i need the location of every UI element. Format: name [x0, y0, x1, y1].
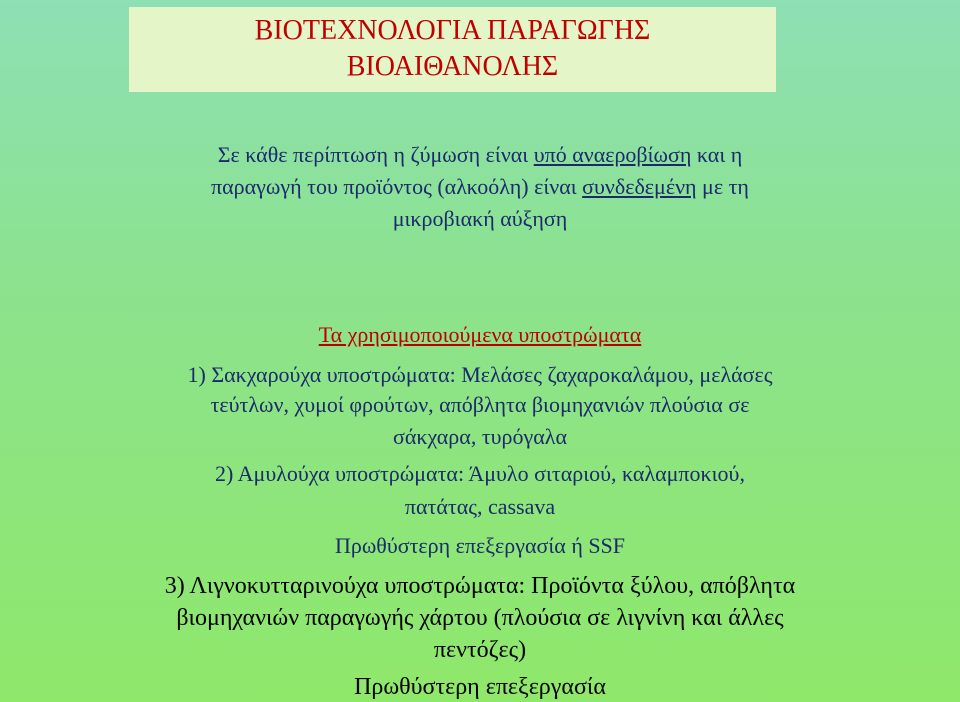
intro-text: με τη [696, 174, 749, 199]
substrate-2-line-2: πατάτας, cassava [404, 494, 556, 519]
intro-line-2 [0, 174, 960, 200]
substrate-3-line-3: πεντόζες) [433, 637, 527, 663]
title-box [129, 7, 776, 92]
substrate-1-line-2: τεύτλων, χυμοί φρούτων, απόβλητα βιομηχανιών πλούσια σε [210, 392, 750, 417]
intro-underlined-term: υπό αναεροβίωση [533, 142, 692, 167]
substrate-3-line-2: βιομηχανιών παραγωγής χάρτου (πλούσια σε λιγνίνη και άλλες [176, 605, 784, 631]
substrate-3-line-1: 3) Λιγνοκυτταρινούχα υποστρώματα: Προϊόντα ξύλου, απόβλητα [164, 573, 796, 599]
substrate-3-note: Πρωθύστερη επεξεργασία [354, 674, 606, 700]
intro-line-3: μικροβιακή αύξηση [392, 206, 568, 231]
substrate-2-note: Πρωθύστερη επεξεργασία ή SSF [334, 533, 626, 558]
title-line-2: ΒΙΟΑΙΘΑΝΟΛΗΣ [346, 51, 559, 82]
intro-line-1 [0, 142, 960, 168]
substrate-1-line-1: 1) Σακχαρούχα υποστρώματα: Μελάσες ζαχαροκαλάμου, μελάσες [187, 362, 773, 387]
intro-text: Σε κάθε περίπτωση η ζύμωση είναι [217, 142, 534, 167]
intro-text: παραγωγή του προϊόντος (αλκοόλη) είναι [211, 174, 583, 199]
substrates-heading: Τα χρησιμοποιούμενα υποστρώματα [318, 322, 642, 347]
substrate-1-line-3: σάκχαρα, τυρόγαλα [393, 424, 567, 449]
title-line-1: ΒΙΟΤΕΧΝΟΛΟΓΙΑ ΠΑΡΑΓΩΓΗΣ [254, 15, 651, 46]
intro-underlined-term: συνδεδεμένη [582, 174, 697, 199]
substrate-2-line-1: 2) Αμυλούχα υποστρώματα: Άμυλο σιταριού, καλαμποκιού, [215, 461, 745, 486]
intro-text: και η [691, 142, 743, 167]
